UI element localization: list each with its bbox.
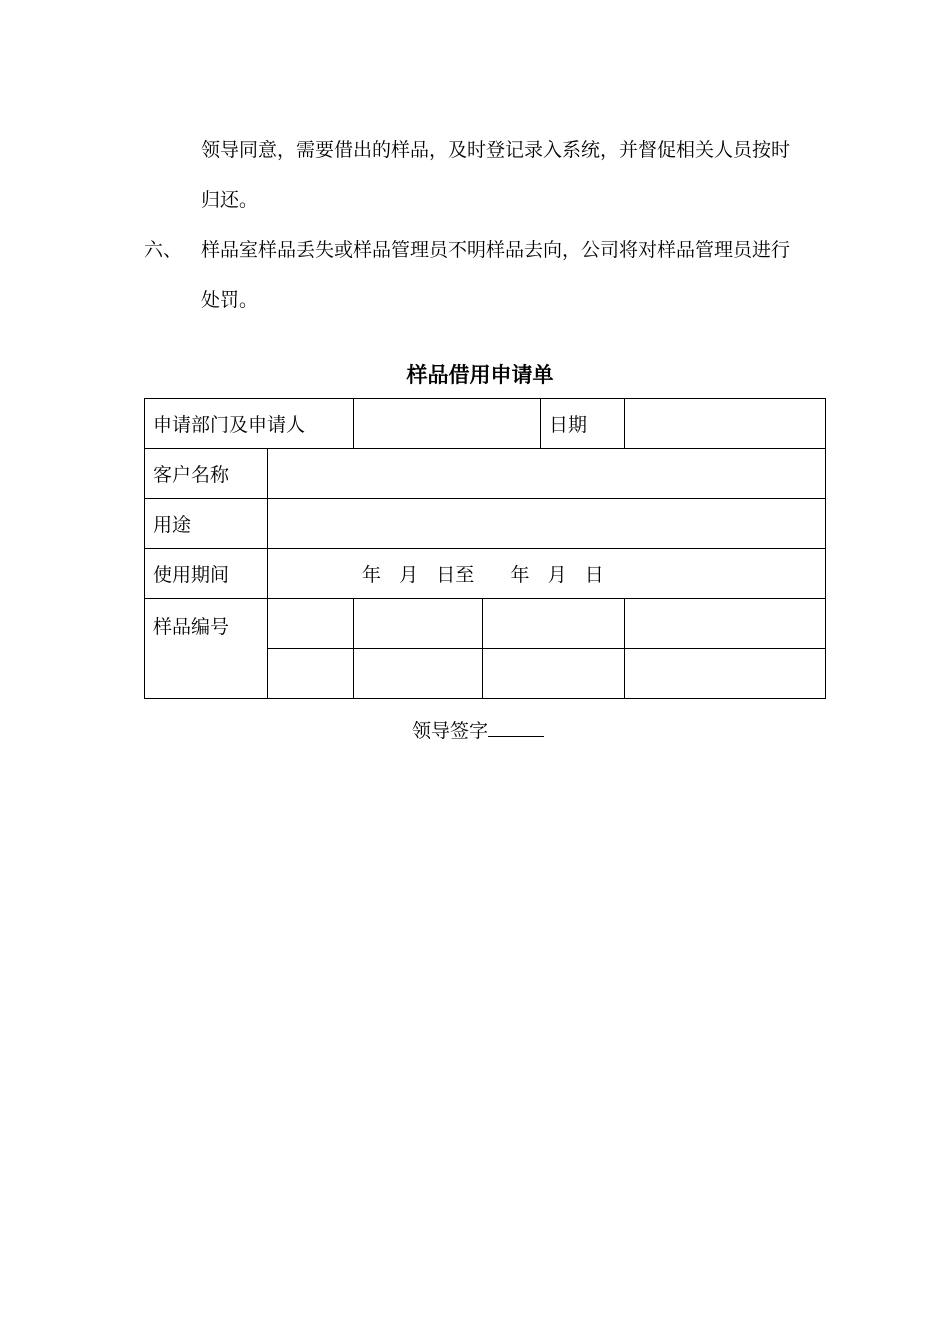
form-row-applicant <box>145 399 826 449</box>
form-row-customer <box>145 449 826 499</box>
paragraph-line: 归还。 <box>201 189 259 211</box>
date-label: 日期 <box>541 399 625 449</box>
sample-no-label: 样品编号 <box>145 599 268 699</box>
signature-blank[interactable] <box>488 716 544 737</box>
form-row-sample-no <box>145 599 826 649</box>
sample-no-cell[interactable] <box>625 599 826 649</box>
date-field[interactable] <box>625 399 826 449</box>
sample-no-cell[interactable] <box>268 649 354 699</box>
period-dates: 年 月 日至 年 月 日 <box>362 564 604 586</box>
form-row-purpose <box>145 499 826 549</box>
list-item-number: 六、 <box>144 239 183 261</box>
applicant-field[interactable] <box>354 399 541 449</box>
customer-field[interactable] <box>268 449 826 499</box>
form-title: 样品借用申请单 <box>406 363 554 387</box>
dept-label: 申请部门及申请人 <box>145 399 354 449</box>
customer-label: 客户名称 <box>145 449 268 499</box>
period-field[interactable] <box>268 549 826 599</box>
purpose-label: 用途 <box>145 499 268 549</box>
signature-line <box>0 716 950 743</box>
paragraph-line: 领导同意，需要借出的样品，及时登记录入系统，并督促相关人员按时 <box>201 139 791 161</box>
sample-no-cell[interactable] <box>354 599 483 649</box>
period-label: 使用期间 <box>145 549 268 599</box>
signature-label: 领导签字 <box>411 720 488 742</box>
sample-no-cell[interactable] <box>268 599 354 649</box>
sample-no-cell[interactable] <box>625 649 826 699</box>
sample-no-cell[interactable] <box>354 649 483 699</box>
sample-no-cell[interactable] <box>483 649 625 699</box>
form-row-period <box>145 549 826 599</box>
paragraph-line: 样品室样品丢失或样品管理员不明样品去向，公司将对样品管理员进行 <box>201 239 791 261</box>
sample-no-cell[interactable] <box>483 599 625 649</box>
sample-borrow-form <box>144 398 826 699</box>
paragraph-line: 处罚。 <box>201 289 259 311</box>
purpose-field[interactable] <box>268 499 826 549</box>
